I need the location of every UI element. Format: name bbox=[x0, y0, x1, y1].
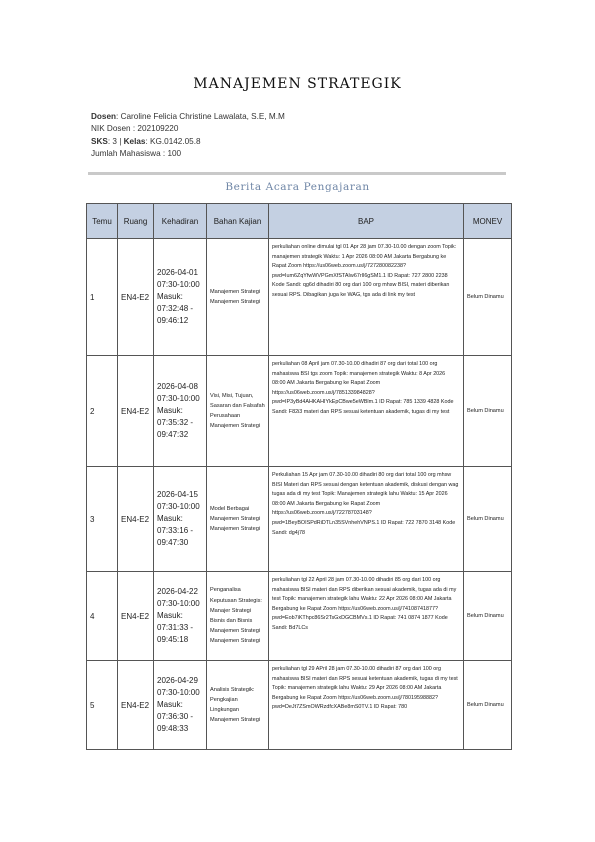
table-row bbox=[87, 661, 512, 750]
dosen-line bbox=[91, 111, 285, 123]
cell-bahan-kajian: Manajemen Strategi Manajemen Strategi bbox=[207, 239, 269, 356]
cell-kehadiran: 2026-04-15 07:30-10:00 Masuk: 07:33:16 - 09:47:30 bbox=[154, 467, 207, 572]
table-row bbox=[87, 467, 512, 572]
table-header-row bbox=[87, 204, 512, 239]
cell-temu: 2 bbox=[87, 356, 118, 467]
header-ruang: Ruang bbox=[118, 204, 154, 239]
cell-monev: Belum Dinamu bbox=[464, 356, 512, 467]
cell-kehadiran: 2026-04-22 07:30-10:00 Masuk: 07:31:33 - 09:45:18 bbox=[154, 572, 207, 661]
cell-temu: 4 bbox=[87, 572, 118, 661]
cell-bap: perkuliahan online dimulai tgl 01 Apr 28 jam 07.30-10.00 dengan zoom Topik: manajemen strategik Waktu: 1 Apr 2026 08:00 AM Jakarta Bergabung ke Rapat Zoom https://us06web.zoom.us/j/727280082238?pwd=Ium6ZqYfwWVPGmXfSTAIw67rIl6gSM1.1 ID Rapat: 727 2800 2238 Kode Sandi: qg6d dihadiri 80 org dari 100 org mhsw BISI, materi diberikan sesuai RPS. Dibagikan juga ke WAG, tgs ada di link my test bbox=[269, 239, 464, 356]
cell-kehadiran: 2026-04-08 07:30-10:00 Masuk: 07:35:32 - 09:47:32 bbox=[154, 356, 207, 467]
divider bbox=[88, 172, 506, 175]
cell-bahan-kajian: Penganalisa Keputusan Strategis: Manajer Strategi Bisnis dan Bisnis Manajemen Strategi Manajemen Strategi bbox=[207, 572, 269, 661]
bap-table bbox=[86, 203, 512, 750]
course-info bbox=[91, 111, 285, 161]
cell-ruang: EN4-E2 bbox=[118, 239, 154, 356]
cell-bap: perkuliahan 08 April jam 07.30-10.00 dihadiri 87 org dari total 100 org mahasiswa BSI tgs zoom Topik: manajemen strategik Waktu: 8 Apr 2026 08:00 AM Jakarta Bergabung ke Rapat Zoom https://us06web.zoom.us/j/785133984828?pwd=IP3yBd4AHKAHIYkEpCBwe5eWBlm.1 ID Rapat: 785 1339 4828 Kode Sandi: F82i3 materi dan RPS sesuai ketentuan akademik, tugas di my test bbox=[269, 356, 464, 467]
document-title: MANAJEMEN STRATEGIK bbox=[193, 76, 402, 92]
cell-temu: 5 bbox=[87, 661, 118, 750]
kelas-label: Kelas bbox=[123, 136, 146, 146]
table-row bbox=[87, 356, 512, 467]
cell-kehadiran: 2026-04-29 07:30-10:00 Masuk: 07:36:30 - 09:48:33 bbox=[154, 661, 207, 750]
cell-bap: perkuliahan tgl 22 April 28 jam 07.30-10.00 dihadiri 85 org dari 100 org mahasiswa BISI materi dan RPS diberikan sesuai akademik, tugas ada di my test Topik: manajemen strategik lahu Waktu: 22 Apr 2026 08:00 AM Jakarta Bergabung ke Rapat Zoom https://us06web.zoom.us/j/74108741877?pwd=Eob7iKThpc86Sr2TsGxDGCBMVs.1 ID Rapat: 741 0874 1877 Kode Sandi: Bd7LCs bbox=[269, 572, 464, 661]
header-bap: BAP bbox=[269, 204, 464, 239]
cell-monev: Belum Dinamu bbox=[464, 661, 512, 750]
cell-monev: Belum Dinamu bbox=[464, 572, 512, 661]
cell-ruang: EN4-E2 bbox=[118, 572, 154, 661]
kelas-value: : KG.0142.05.8 bbox=[145, 136, 201, 146]
sks-label: SKS bbox=[91, 136, 108, 146]
nik-line: NIK Dosen : 202109220 bbox=[91, 124, 179, 134]
header-temu: Temu bbox=[87, 204, 118, 239]
sks-kelas-line bbox=[91, 136, 285, 148]
cell-bahan-kajian: Analisis Strategik: Pengkajian Lingkungan Manajemen Strategi bbox=[207, 661, 269, 750]
header-bahan-kajian: Bahan Kajian bbox=[207, 204, 269, 239]
table-row bbox=[87, 239, 512, 356]
dosen-value: : Caroline Felicia Christine Lawalata, S.E, M.M bbox=[116, 112, 285, 121]
header-kehadiran: Kehadiran bbox=[154, 204, 207, 239]
cell-kehadiran: 2026-04-01 07:30-10:00 Masuk: 07:32:48 - 09:46:12 bbox=[154, 239, 207, 356]
dosen-label: Dosen bbox=[91, 112, 117, 121]
cell-monev: Belum Dinamu bbox=[464, 467, 512, 572]
cell-monev: Belum Dinamu bbox=[464, 239, 512, 356]
sks-value: : 3 | bbox=[107, 136, 124, 146]
table-row bbox=[87, 572, 512, 661]
cell-bahan-kajian: Visi, Misi, Tujuan, Sasaran dan Falsafah Perusahaan Manajemen Strategi bbox=[207, 356, 269, 467]
cell-ruang: EN4-E2 bbox=[118, 356, 154, 467]
cell-bahan-kajian: Model Berbagai Manajemen Strategi Manajemen Strategi bbox=[207, 467, 269, 572]
jumlah-line: Jumlah Mahasiswa : 100 bbox=[91, 149, 182, 159]
cell-bap: perkuliahan tgl 29 APril 28 jam 07.30-10.00 dihadiri 87 org dari 100 org mahasiswa BISI materi dan RPS sesuai ketentuan akademik, tugas di my test Topik: manajemen strategik lahu Waktu: 29 Apr 2026 08:00 AM Jakarta Bergabung ke Rapat Zoom https://us06web.zoom.us/j/78019598882?pwd=DeJt7ZSmOWRzdfcXABe8mS0TV.1 ID Rapat: 780 bbox=[269, 661, 464, 750]
cell-ruang: EN4-E2 bbox=[118, 467, 154, 572]
cell-bap: Perkuliahan 15 Apr jam 07.30-10.00 dihadiri 80 org dari total 100 org mhsw BISI Materi dan RPS sesuai dengan ketentuan akademik, diskusi dengan wag tugas ada di my test Topik: Manajemen strategik lahu Waktu: 15 Apr 2026 08:00 AM Jakarta Bergabung ke Rapat Zoom https://us06web.zoom.us/j/72278703148?pwd=1BeyBOISPdRiDTLn35SVnhehVNPS.1 ID Rapat: 722 7870 3148 Kode Sandi: dg4j78 bbox=[269, 467, 464, 572]
header-monev: MONEV bbox=[464, 204, 512, 239]
cell-temu: 1 bbox=[87, 239, 118, 356]
cell-ruang: EN4-E2 bbox=[118, 661, 154, 750]
section-subtitle: Berita Acara Pengajaran bbox=[225, 181, 370, 193]
cell-temu: 3 bbox=[87, 467, 118, 572]
